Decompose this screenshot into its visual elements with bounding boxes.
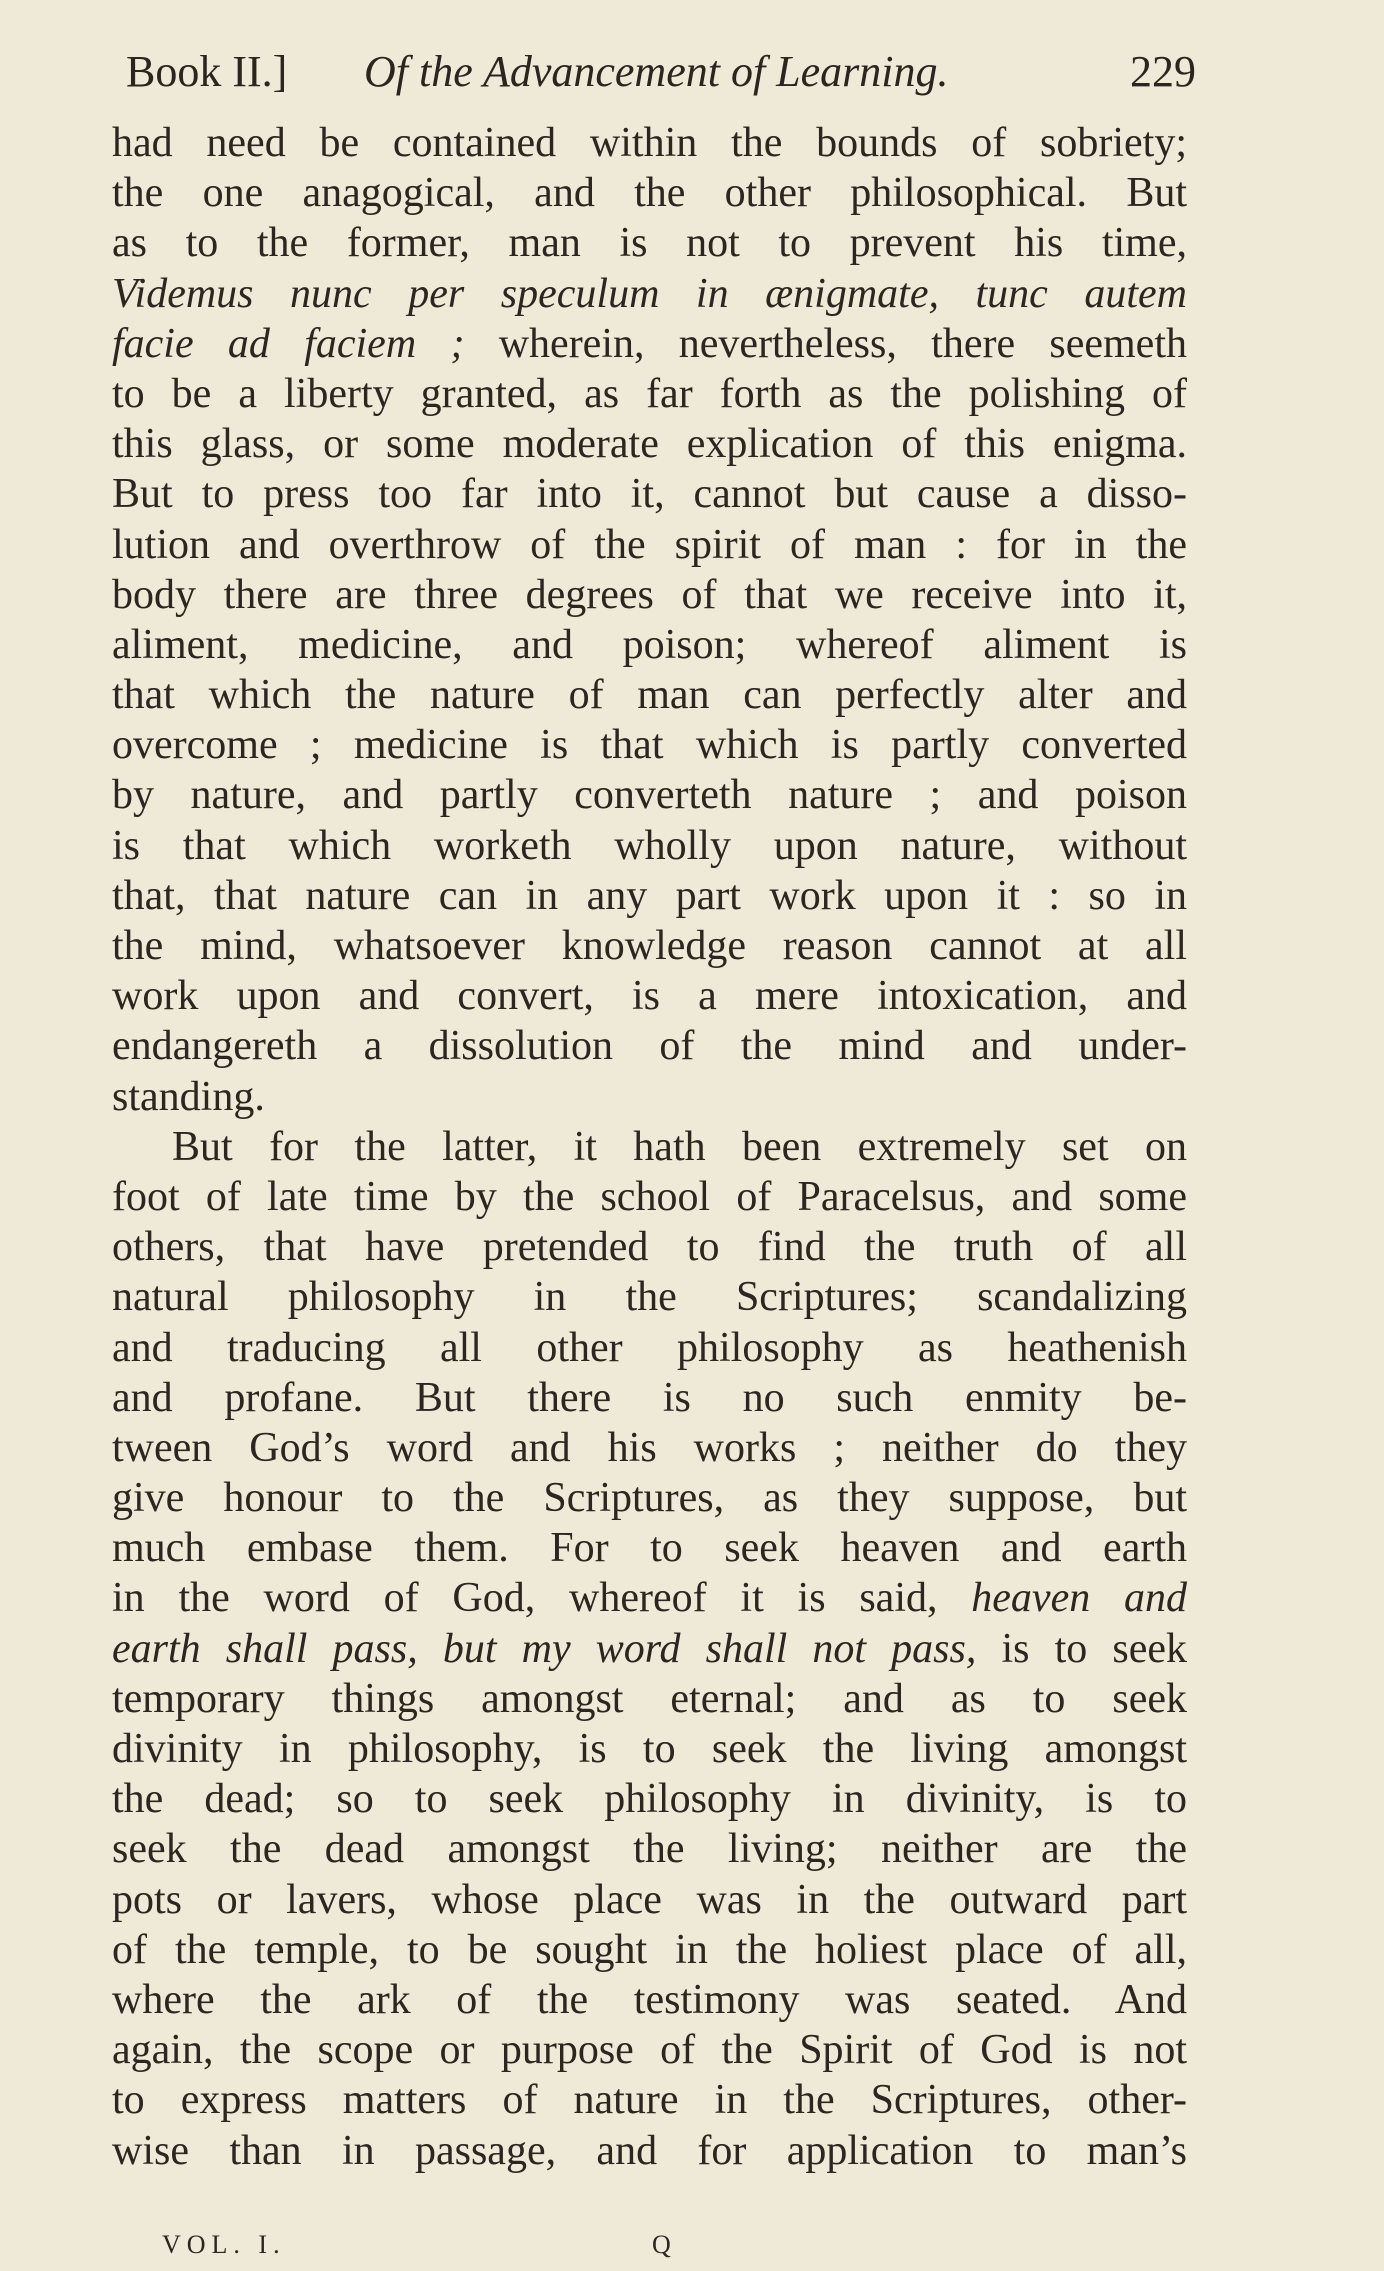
text-line: is that which worketh wholly upon nature, without <box>112 822 1187 869</box>
text-run: is to seek <box>976 1625 1188 1672</box>
page-number: 229 <box>1130 47 1196 96</box>
text-line: others, that have pretended to find the truth of all <box>112 1224 1187 1271</box>
text-line: by nature, and partly converteth nature ; and poison <box>112 772 1187 819</box>
latin-quote-end: facie ad faciem ; <box>112 320 465 367</box>
text-line: seek the dead amongst the living; neither are the <box>112 1826 1187 1873</box>
text-line-mixed <box>112 1573 1187 1623</box>
text-line: foot of late time by the school of Paracelsus, and some <box>112 1173 1187 1220</box>
text-line: pots or lavers, whose place was in the outward part <box>112 1876 1187 1923</box>
page-body <box>112 118 1187 2176</box>
book-section: Book II.] <box>126 47 288 96</box>
page-footer <box>162 2230 722 2264</box>
text-line: again, the scope or purpose of the Spirit of God is not <box>112 2027 1187 2074</box>
text-run: in the word of God, whereof it is said, <box>112 1575 972 1622</box>
text-line: work upon and convert, is a mere intoxication, and <box>112 973 1187 1020</box>
text-line: to be a liberty granted, as far forth as the polishing of <box>112 370 1187 417</box>
text-line: much embase them. For to seek heaven and earth <box>112 1525 1187 1572</box>
scripture-quote-end: earth shall pass, but my word shall not pass, <box>112 1625 977 1672</box>
text-line: had need be contained within the bounds of sobriety; <box>112 120 1187 166</box>
text-line: But to press too far into it, cannot but cause a disso- <box>112 471 1187 518</box>
text-line: the dead; so to seek philosophy in divinity, is to <box>112 1776 1187 1823</box>
scripture-quote-start: heaven and <box>971 1575 1187 1622</box>
running-header <box>126 42 1196 102</box>
text-run: wherein, nevertheless, there seemeth <box>464 320 1187 367</box>
text-line: to express matters of nature in the Scriptures, other- <box>112 2077 1187 2124</box>
text-line-paragraph-end: standing. <box>112 1073 265 1120</box>
text-line: tween God’s word and his works ; neither do they <box>112 1424 1187 1471</box>
text-line: and profane. But there is no such enmity be- <box>112 1374 1187 1421</box>
text-line: aliment, medicine, and poison; whereof aliment is <box>112 621 1187 668</box>
text-line: that, that nature can in any part work upon it : so in <box>112 872 1187 919</box>
text-line: divinity in philosophy, is to seek the living amongst <box>112 1726 1187 1772</box>
text-line: give honour to the Scriptures, as they suppose, but <box>112 1475 1187 1522</box>
text-line: this glass, or some moderate explication of this enigma. <box>112 421 1187 468</box>
text-line: lution and overthrow of the spirit of man : for in the <box>112 521 1187 568</box>
text-line: endangereth a dissolution of the mind and under- <box>112 1023 1187 1070</box>
text-line-paragraph-start: But for the latter, it hath been extremely set on <box>172 1123 1187 1170</box>
text-line: body there are three degrees of that we receive into it, <box>112 571 1187 618</box>
text-line-mixed <box>112 319 1187 369</box>
text-line: overcome ; medicine is that which is partly converted <box>112 722 1187 769</box>
text-line: that which the nature of man can perfectly alter and <box>112 672 1187 719</box>
text-line: temporary things amongst eternal; and as to seek <box>112 1675 1187 1722</box>
text-line: as to the former, man is not to prevent his time, <box>112 220 1187 267</box>
running-title: Of the Advancement of Learning. <box>364 47 949 96</box>
text-line: natural philosophy in the Scriptures; scandalizing <box>112 1274 1187 1321</box>
signature-mark: Q <box>652 2230 677 2259</box>
text-line: and traducing all other philosophy as heathenish <box>112 1324 1187 1371</box>
text-line: of the temple, to be sought in the holiest place of all, <box>112 1926 1187 1973</box>
text-line: wise than in passage, and for application to man’s <box>112 2127 1187 2174</box>
volume-mark: VOL. I. <box>162 2230 286 2259</box>
text-line: where the ark of the testimony was seated. And <box>112 1976 1187 2023</box>
text-line: the one anagogical, and the other philosophical. But <box>112 170 1187 217</box>
text-line-latin-quote: Videmus nunc per speculum in ænigmate, tunc autem <box>112 270 1187 317</box>
text-line-mixed <box>112 1624 1187 1674</box>
text-line: the mind, whatsoever knowledge reason cannot at all <box>112 923 1187 969</box>
